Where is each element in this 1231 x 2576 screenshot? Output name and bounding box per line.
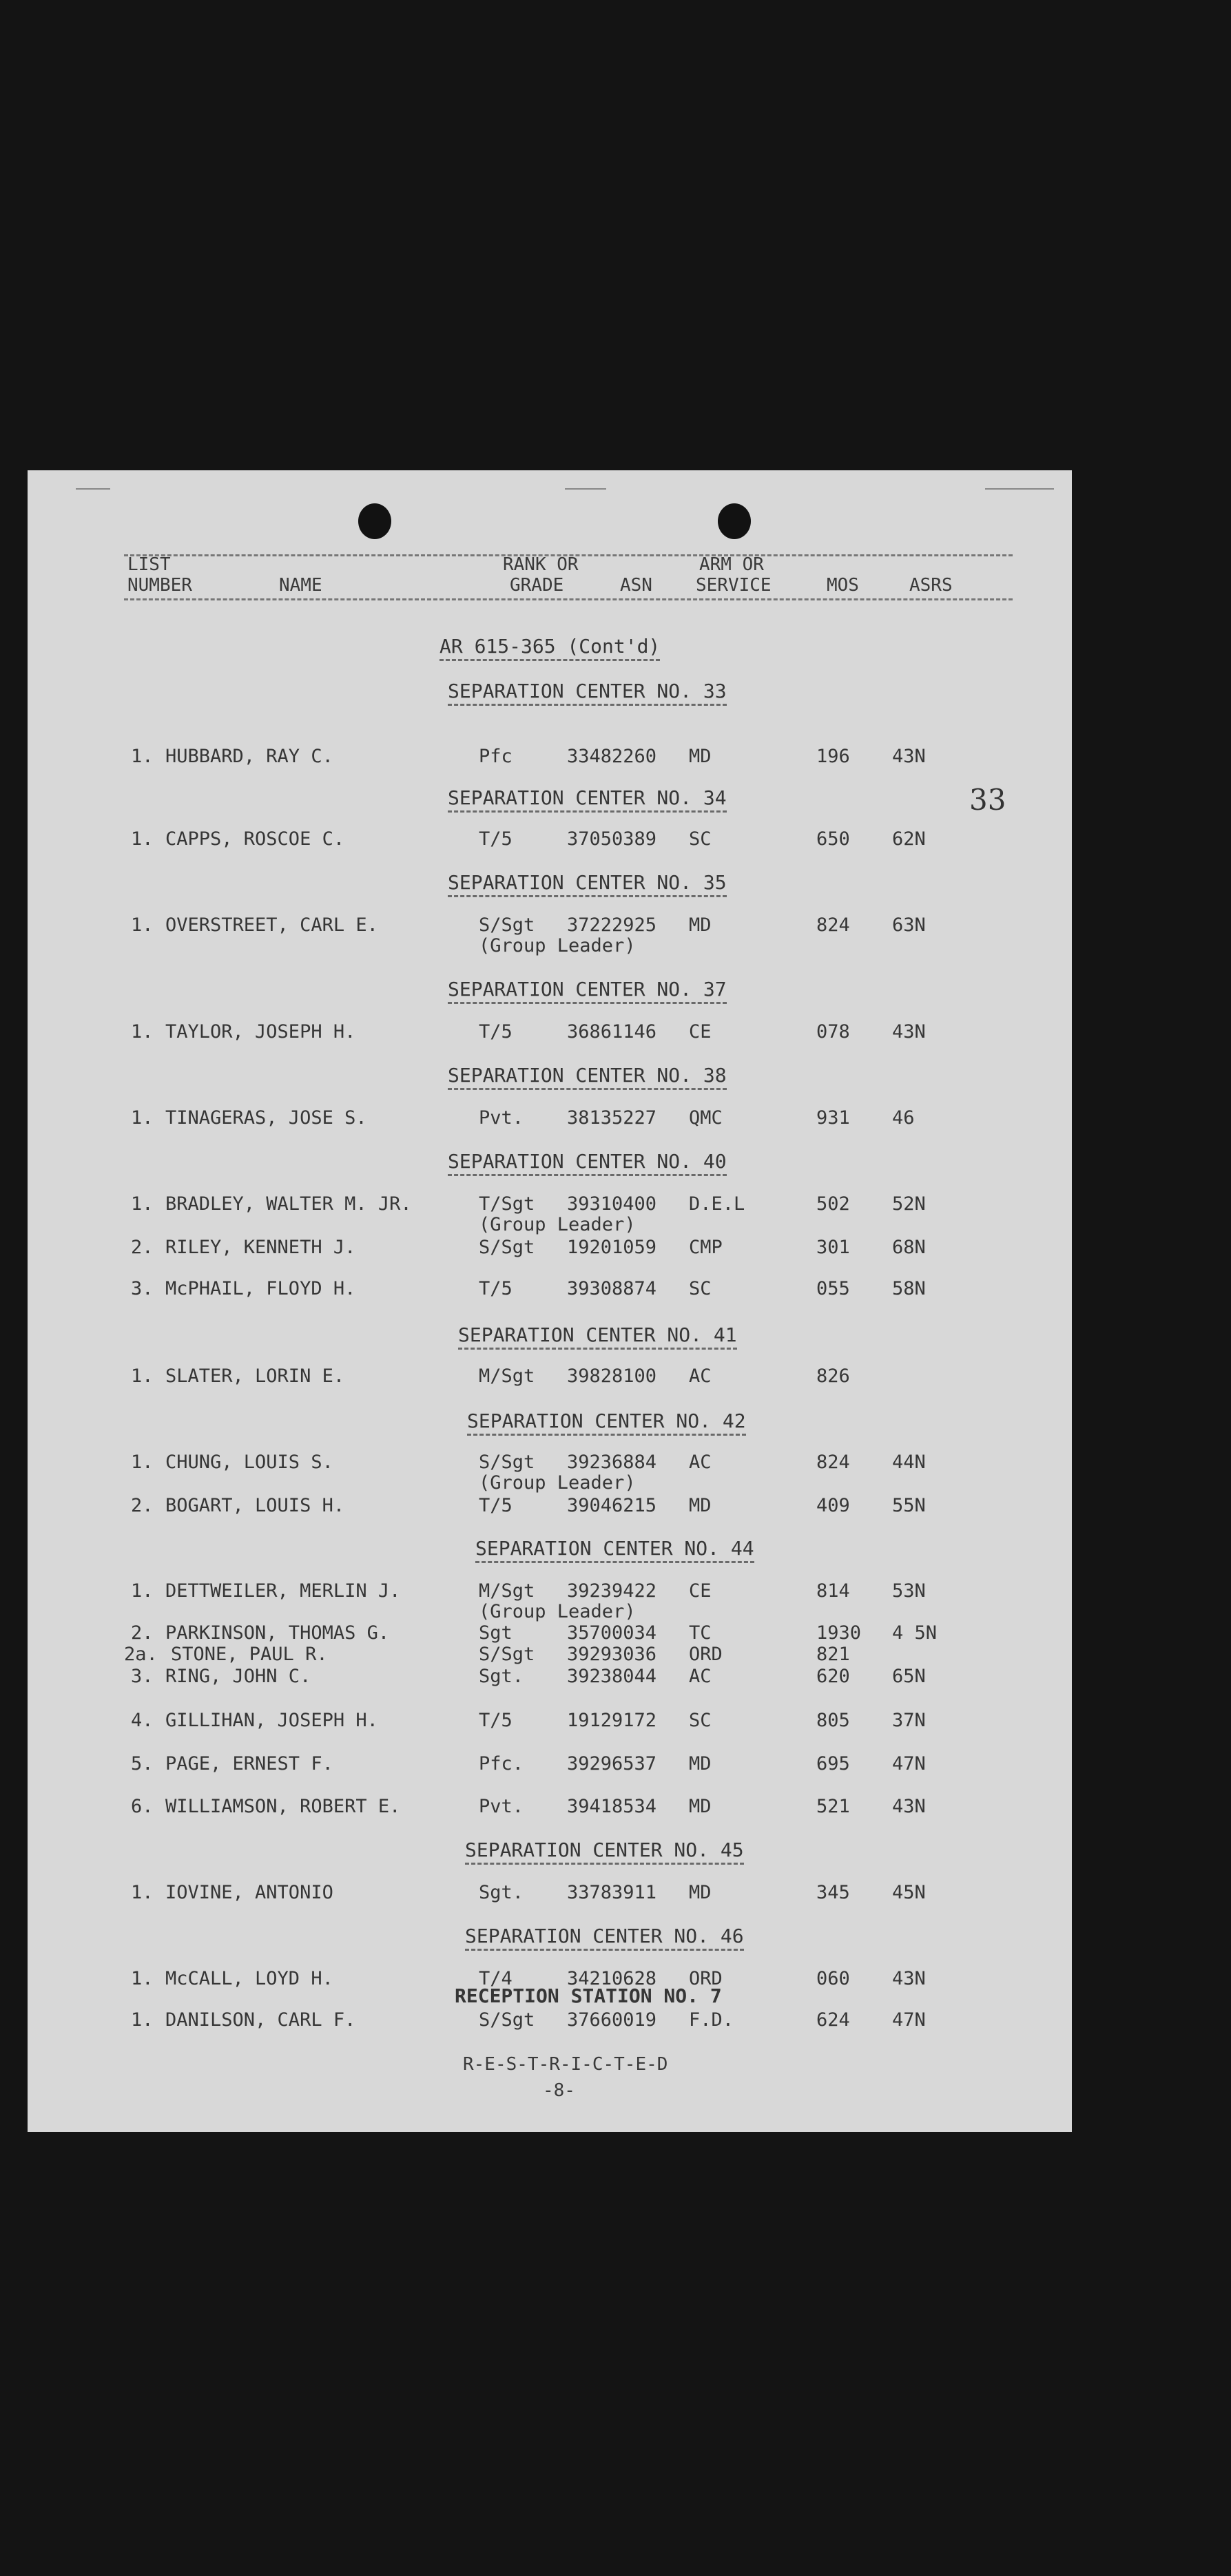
entry-rank: Sgt.	[479, 1666, 524, 1687]
entry-mos: 060	[816, 1968, 850, 1989]
entry-asn: 39296537	[567, 1753, 657, 1774]
entry-rank: S/Sgt	[479, 1644, 535, 1665]
entry-rank: T/5	[479, 1710, 513, 1731]
entry-asn: 35700034	[567, 1622, 657, 1644]
entry-name: CAPPS, ROSCOE C.	[165, 828, 345, 850]
punch-hole-right	[718, 503, 751, 539]
entry-asrs: 37N	[892, 1710, 926, 1731]
entry-asrs: 62N	[892, 828, 926, 850]
entry-name: OVERSTREET, CARL E.	[165, 914, 378, 936]
entry-arm-service: TC	[689, 1622, 712, 1644]
entry-name: SLATER, LORIN E.	[165, 1365, 345, 1387]
entry-rank: T/5	[479, 828, 513, 850]
entry-rank: S/Sgt	[479, 1452, 535, 1473]
entry-arm-service: AC	[689, 1666, 712, 1687]
entry-rank: Sgt	[479, 1622, 513, 1644]
entry-asn: 39239422	[567, 1580, 657, 1602]
entry-asrs: 43N	[892, 1021, 926, 1043]
entry-list-number: 2.	[131, 1495, 154, 1516]
entry-list-number: 3.	[131, 1666, 154, 1687]
section-heading: SEPARATION CENTER NO. 46	[465, 1925, 744, 1951]
entry-list-number: 6.	[131, 1796, 154, 1817]
entry-arm-service: SC	[689, 1710, 712, 1731]
entry-name: BRADLEY, WALTER M. JR.	[165, 1193, 412, 1215]
entry-asn: 39308874	[567, 1278, 657, 1299]
entry-mos: 502	[816, 1193, 850, 1215]
entry-name: McPHAIL, FLOYD H.	[165, 1278, 356, 1299]
entry-mos: 814	[816, 1580, 850, 1602]
entry-arm-service: CE	[689, 1021, 712, 1043]
regulation-heading: AR 615-365 (Cont'd)	[439, 636, 660, 661]
entry-rank: Pfc	[479, 746, 513, 767]
entry-asn: 39828100	[567, 1365, 657, 1387]
entry-rank: Pvt.	[479, 1107, 524, 1129]
section-heading: SEPARATION CENTER NO. 41	[458, 1324, 737, 1350]
entry-arm-service: AC	[689, 1452, 712, 1473]
entry-arm-service: ORD	[689, 1968, 723, 1989]
entry-mos: 821	[816, 1644, 850, 1665]
entry-list-number: 2a.	[124, 1644, 158, 1665]
section-heading: RECEPTION STATION NO. 7	[455, 1985, 722, 2007]
edge-mark-right	[985, 488, 1054, 490]
section-heading: SEPARATION CENTER NO. 34	[448, 787, 727, 813]
entry-mos: 1930	[816, 1622, 862, 1644]
entry-arm-service: AC	[689, 1365, 712, 1387]
entry-list-number: 1.	[131, 828, 154, 850]
entry-name: GILLIHAN, JOSEPH H.	[165, 1710, 378, 1731]
entry-list-number: 1.	[131, 1580, 154, 1602]
entry-arm-service: MD	[689, 1753, 712, 1774]
entry-name: McCALL, LOYD H.	[165, 1968, 333, 1989]
entry-asrs: 43N	[892, 1968, 926, 1989]
entry-arm-service: QMC	[689, 1107, 723, 1129]
entry-mos: 695	[816, 1753, 850, 1774]
entry-asrs: 63N	[892, 914, 926, 936]
section-heading: SEPARATION CENTER NO. 35	[448, 872, 727, 897]
entry-rank: T/5	[479, 1278, 513, 1299]
entry-rank: T/5	[479, 1495, 513, 1516]
entry-arm-service: CE	[689, 1580, 712, 1602]
entry-mos: 521	[816, 1796, 850, 1817]
edge-mark-left	[76, 488, 110, 490]
entry-mos: 196	[816, 746, 850, 767]
entry-mos: 620	[816, 1666, 850, 1687]
entry-list-number: 1.	[131, 1452, 154, 1473]
section-heading: SEPARATION CENTER NO. 42	[467, 1410, 746, 1436]
section-heading: SEPARATION CENTER NO. 38	[448, 1065, 727, 1090]
entry-asrs: 4 5N	[892, 1622, 938, 1644]
entry-rank: M/Sgt	[479, 1365, 535, 1387]
entry-name: WILLIAMSON, ROBERT E.	[165, 1796, 401, 1817]
entry-asrs: 52N	[892, 1193, 926, 1215]
entry-asn: 39236884	[567, 1452, 657, 1473]
entry-rank: S/Sgt	[479, 1237, 535, 1258]
entry-list-number: 1.	[131, 746, 154, 767]
entry-rank: S/Sgt	[479, 914, 535, 936]
entry-asn: 19129172	[567, 1710, 657, 1731]
entry-asrs: 55N	[892, 1495, 926, 1516]
entry-arm-service: F.D.	[689, 2009, 734, 2031]
entry-asn: 19201059	[567, 1237, 657, 1258]
header-rank-line2: GRADE	[510, 575, 564, 596]
entry-asrs: 68N	[892, 1237, 926, 1258]
entry-mos: 624	[816, 2009, 850, 2031]
entry-asn: 33482260	[567, 746, 657, 767]
header-arm-line2: SERVICE	[696, 575, 772, 596]
entry-mos: 345	[816, 1882, 850, 1903]
entry-name: CHUNG, LOUIS S.	[165, 1452, 333, 1473]
entry-arm-service: MD	[689, 914, 712, 936]
entry-name: PAGE, ERNEST F.	[165, 1753, 333, 1774]
entry-arm-service: MD	[689, 1796, 712, 1817]
entry-mos: 078	[816, 1021, 850, 1043]
entry-arm-service: MD	[689, 1882, 712, 1903]
entry-arm-service: MD	[689, 1495, 712, 1516]
entry-note: (Group Leader)	[479, 1601, 636, 1622]
header-list-line1: LIST	[127, 554, 171, 575]
entry-arm-service: SC	[689, 828, 712, 850]
entry-asn: 38135227	[567, 1107, 657, 1129]
entry-rank: T/4	[479, 1968, 513, 1989]
entry-rank: T/5	[479, 1021, 513, 1043]
entry-list-number: 1.	[131, 1968, 154, 1989]
entry-name: TAYLOR, JOSEPH H.	[165, 1021, 356, 1043]
entry-list-number: 3.	[131, 1278, 154, 1299]
document-page	[28, 470, 1072, 2132]
entry-asrs: 53N	[892, 1580, 926, 1602]
header-rank-line1: RANK OR	[503, 554, 579, 575]
entry-name: PARKINSON, THOMAS G.	[165, 1622, 390, 1644]
entry-mos: 824	[816, 1452, 850, 1473]
header-asrs: ASRS	[909, 575, 953, 596]
entry-list-number: 1.	[131, 1021, 154, 1043]
entry-asn: 39046215	[567, 1495, 657, 1516]
header-name: NAME	[279, 575, 322, 596]
entry-arm-service: CMP	[689, 1237, 723, 1258]
entry-asrs: 47N	[892, 1753, 926, 1774]
header-list-line2: NUMBER	[127, 575, 192, 596]
entry-asn: 33783911	[567, 1882, 657, 1903]
entry-mos: 805	[816, 1710, 850, 1731]
section-heading: SEPARATION CENTER NO. 40	[448, 1151, 727, 1176]
entry-asn: 36861146	[567, 1021, 657, 1043]
entry-mos: 301	[816, 1237, 850, 1258]
section-heading: SEPARATION CENTER NO. 37	[448, 978, 727, 1004]
entry-asn: 39238044	[567, 1666, 657, 1687]
punch-hole-left	[358, 503, 391, 539]
entry-asn: 34210628	[567, 1968, 657, 1989]
entry-asn: 37222925	[567, 914, 657, 936]
header-rule-bottom	[124, 598, 1013, 600]
section-heading: SEPARATION CENTER NO. 33	[448, 680, 727, 706]
entry-mos: 931	[816, 1107, 850, 1129]
entry-mos: 824	[816, 914, 850, 936]
entry-list-number: 2.	[131, 1237, 154, 1258]
entry-name: BOGART, LOUIS H.	[165, 1495, 345, 1516]
page-footer-number: -8-	[543, 2080, 575, 2101]
entry-asrs: 58N	[892, 1278, 926, 1299]
entry-name: TINAGERAS, JOSE S.	[165, 1107, 367, 1129]
entry-asrs: 44N	[892, 1452, 926, 1473]
entry-note: (Group Leader)	[479, 935, 636, 956]
entry-list-number: 1.	[131, 1107, 154, 1129]
entry-rank: Sgt.	[479, 1882, 524, 1903]
entry-asrs: 43N	[892, 746, 926, 767]
entry-asrs: 43N	[892, 1796, 926, 1817]
entry-asrs: 46	[892, 1107, 915, 1129]
entry-list-number: 1.	[131, 1193, 154, 1215]
entry-rank: T/Sgt	[479, 1193, 535, 1215]
entry-asn: 39418534	[567, 1796, 657, 1817]
entry-asn: 37050389	[567, 828, 657, 850]
entry-asrs: 65N	[892, 1666, 926, 1687]
entry-mos: 409	[816, 1495, 850, 1516]
entry-asrs: 47N	[892, 2009, 926, 2031]
header-arm-line1: ARM OR	[699, 554, 764, 575]
entry-rank: Pfc.	[479, 1753, 524, 1774]
entry-name: DETTWEILER, MERLIN J.	[165, 1580, 401, 1602]
entry-list-number: 4.	[131, 1710, 154, 1731]
entry-rank: Pvt.	[479, 1796, 524, 1817]
entry-name: RILEY, KENNETH J.	[165, 1237, 356, 1258]
entry-rank: M/Sgt	[479, 1580, 535, 1602]
entry-list-number: 5.	[131, 1753, 154, 1774]
entry-name: IOVINE, ANTONIO	[165, 1882, 333, 1903]
restricted-marking: R-E-S-T-R-I-C-T-E-D	[463, 2054, 668, 2075]
entry-name: DANILSON, CARL F.	[165, 2009, 356, 2031]
entry-arm-service: D.E.L	[689, 1193, 745, 1215]
entry-name: HUBBARD, RAY C.	[165, 746, 333, 767]
entry-list-number: 1.	[131, 1365, 154, 1387]
entry-asn: 39293036	[567, 1644, 657, 1665]
entry-asn: 37660019	[567, 2009, 657, 2031]
entry-name: RING, JOHN C.	[165, 1666, 311, 1687]
entry-asrs: 45N	[892, 1882, 926, 1903]
entry-mos: 055	[816, 1278, 850, 1299]
section-heading: SEPARATION CENTER NO. 44	[475, 1538, 754, 1563]
entry-name: STONE, PAUL R.	[171, 1644, 328, 1665]
entry-list-number: 1.	[131, 914, 154, 936]
entry-rank: S/Sgt	[479, 2009, 535, 2031]
header-mos: MOS	[827, 575, 859, 596]
edge-mark-center	[565, 488, 606, 490]
entry-mos: 650	[816, 828, 850, 850]
section-heading: SEPARATION CENTER NO. 45	[465, 1839, 744, 1865]
entry-list-number: 2.	[131, 1622, 154, 1644]
entry-asn: 39310400	[567, 1193, 657, 1215]
entry-arm-service: ORD	[689, 1644, 723, 1665]
entry-mos: 826	[816, 1365, 850, 1387]
entry-list-number: 1.	[131, 1882, 154, 1903]
entry-list-number: 1.	[131, 2009, 154, 2031]
entry-note: (Group Leader)	[479, 1214, 636, 1235]
entry-arm-service: SC	[689, 1278, 712, 1299]
entry-arm-service: MD	[689, 746, 712, 767]
page-number-stamp: 33	[969, 783, 1006, 817]
header-asn: ASN	[620, 575, 652, 596]
entry-note: (Group Leader)	[479, 1472, 636, 1494]
